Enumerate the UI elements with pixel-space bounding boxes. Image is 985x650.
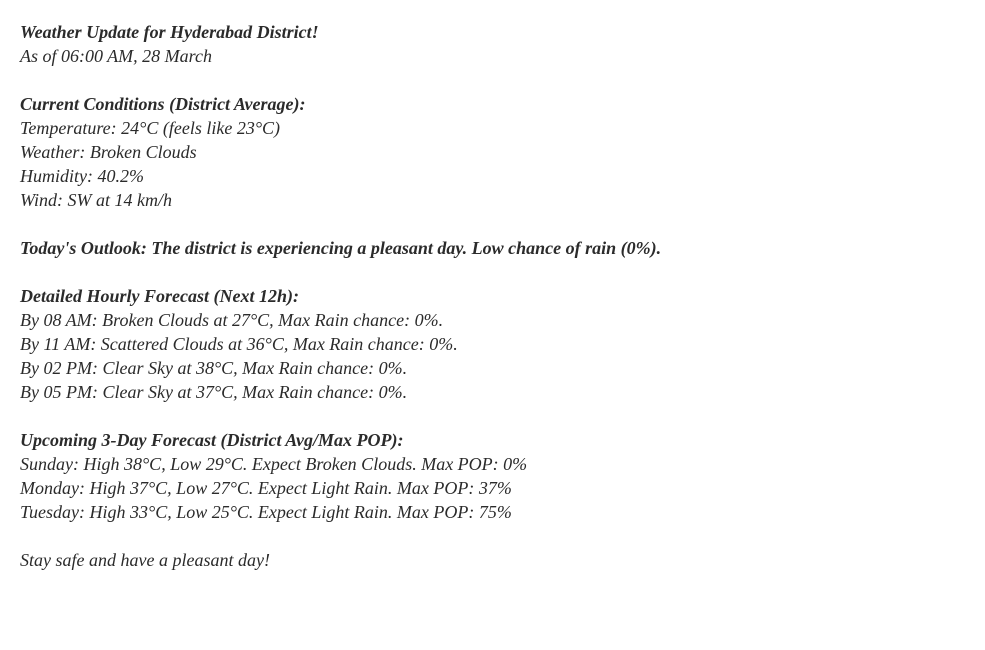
weather-line: Weather: Broken Clouds [20,142,197,162]
current-conditions-section [20,92,965,212]
report-header [20,20,965,68]
wind-line: Wind: SW at 14 km/h [20,190,172,210]
three-day-forecast-line: Sunday: High 38°C, Low 29°C. Expect Broken Clouds. Max POP: 0% [20,454,528,474]
three-day-forecast-line: Tuesday: High 33°C, Low 25°C. Expect Light Rain. Max POP: 75% [20,502,512,522]
hourly-forecast-line: By 05 PM: Clear Sky at 37°C, Max Rain chance: 0%. [20,382,408,402]
report-title: Weather Update for Hyderabad District! [20,22,319,42]
outlook-line: Today's Outlook: The district is experiencing a pleasant day. Low chance of rain (0%). [20,238,662,258]
hourly-forecast-line: By 11 AM: Scattered Clouds at 36°C, Max Rain chance: 0%. [20,334,458,354]
humidity-line: Humidity: 40.2% [20,166,144,186]
closing-line: Stay safe and have a pleasant day! [20,550,270,570]
hourly-forecast-line: By 02 PM: Clear Sky at 38°C, Max Rain chance: 0%. [20,358,408,378]
three-day-forecast-section [20,428,965,524]
outlook-section [20,236,965,260]
hourly-forecast-heading: Detailed Hourly Forecast (Next 12h): [20,286,299,306]
hourly-forecast-line: By 08 AM: Broken Clouds at 27°C, Max Rain chance: 0%. [20,310,444,330]
three-day-forecast-line: Monday: High 37°C, Low 27°C. Expect Light Rain. Max POP: 37% [20,478,512,498]
closing-section [20,548,965,572]
three-day-forecast-heading: Upcoming 3-Day Forecast (District Avg/Max POP): [20,430,404,450]
temperature-line: Temperature: 24°C (feels like 23°C) [20,118,281,138]
current-conditions-heading: Current Conditions (District Average): [20,94,306,114]
hourly-forecast-section [20,284,965,404]
report-timestamp: As of 06:00 AM, 28 March [20,46,212,66]
